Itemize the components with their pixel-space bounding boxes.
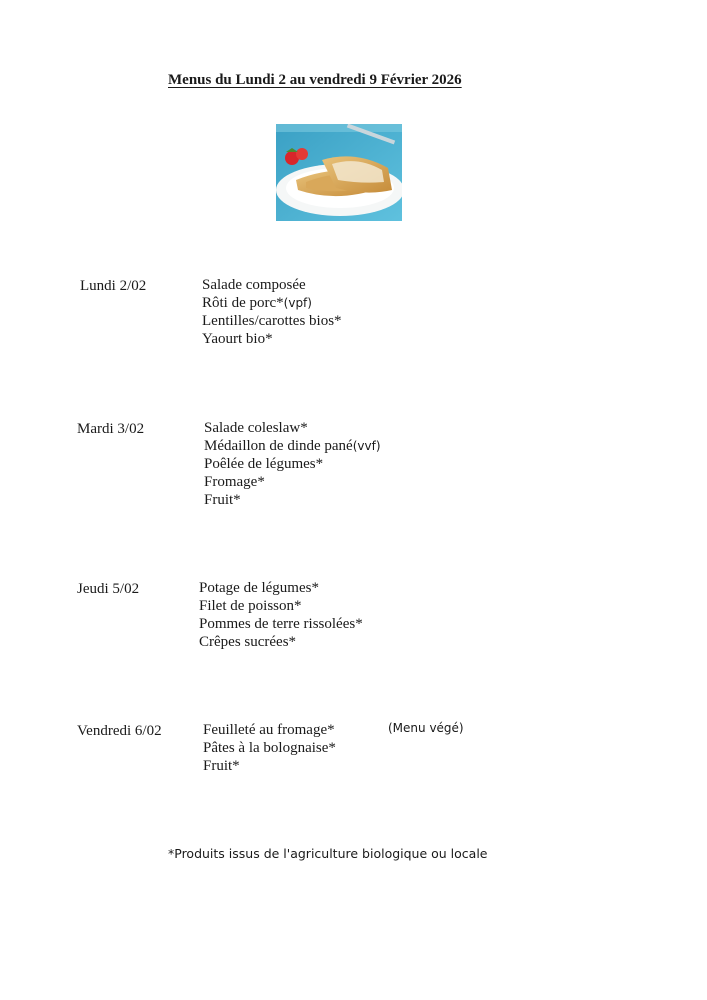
dish-item: Pâtes à la bolognaise* [203, 740, 336, 756]
dish-item: Fromage* [204, 474, 265, 490]
dish-item: Yaourt bio* [202, 331, 273, 347]
dish-item: Filet de poisson* [199, 598, 302, 614]
menu-title: Menus du Lundi 2 au vendredi 9 Février 2026 [168, 72, 462, 88]
dish-item: Lentilles/carottes bios* [202, 313, 342, 329]
dish-item: Poêlée de légumes* [204, 456, 324, 472]
footnote: *Produits issus de l'agriculture biologique ou locale [168, 846, 488, 861]
day-label-vendredi: Vendredi 6/02 [77, 723, 162, 739]
crepes-photo [276, 124, 402, 221]
day-label-jeudi: Jeudi 5/02 [77, 581, 140, 597]
day-label-mardi: Mardi 3/02 [77, 421, 145, 437]
dish-list-vendredi [203, 721, 336, 775]
dish-list-jeudi [199, 579, 363, 651]
dish-item: Pommes de terre rissolées* [199, 616, 363, 632]
dish-list-lundi [202, 276, 342, 348]
dish-item: Rôti de porc*(vpf) [202, 295, 312, 311]
dish-item: Fruit* [203, 758, 240, 774]
day-label-lundi: Lundi 2/02 [80, 278, 147, 294]
dish-item: Salade coleslaw* [204, 420, 308, 436]
dish-item: Crêpes sucrées* [199, 634, 297, 650]
dish-item: Médaillon de dinde pané(vvf) [204, 438, 381, 454]
dish-list-mardi [204, 419, 381, 509]
dish-item: Salade composée [202, 277, 306, 293]
dish-item: Feuilleté au fromage* [203, 722, 335, 738]
dish-item: Potage de légumes* [199, 580, 319, 596]
vegetarian-menu-note: (Menu végé) [388, 721, 464, 735]
dish-item: Fruit* [204, 492, 241, 508]
